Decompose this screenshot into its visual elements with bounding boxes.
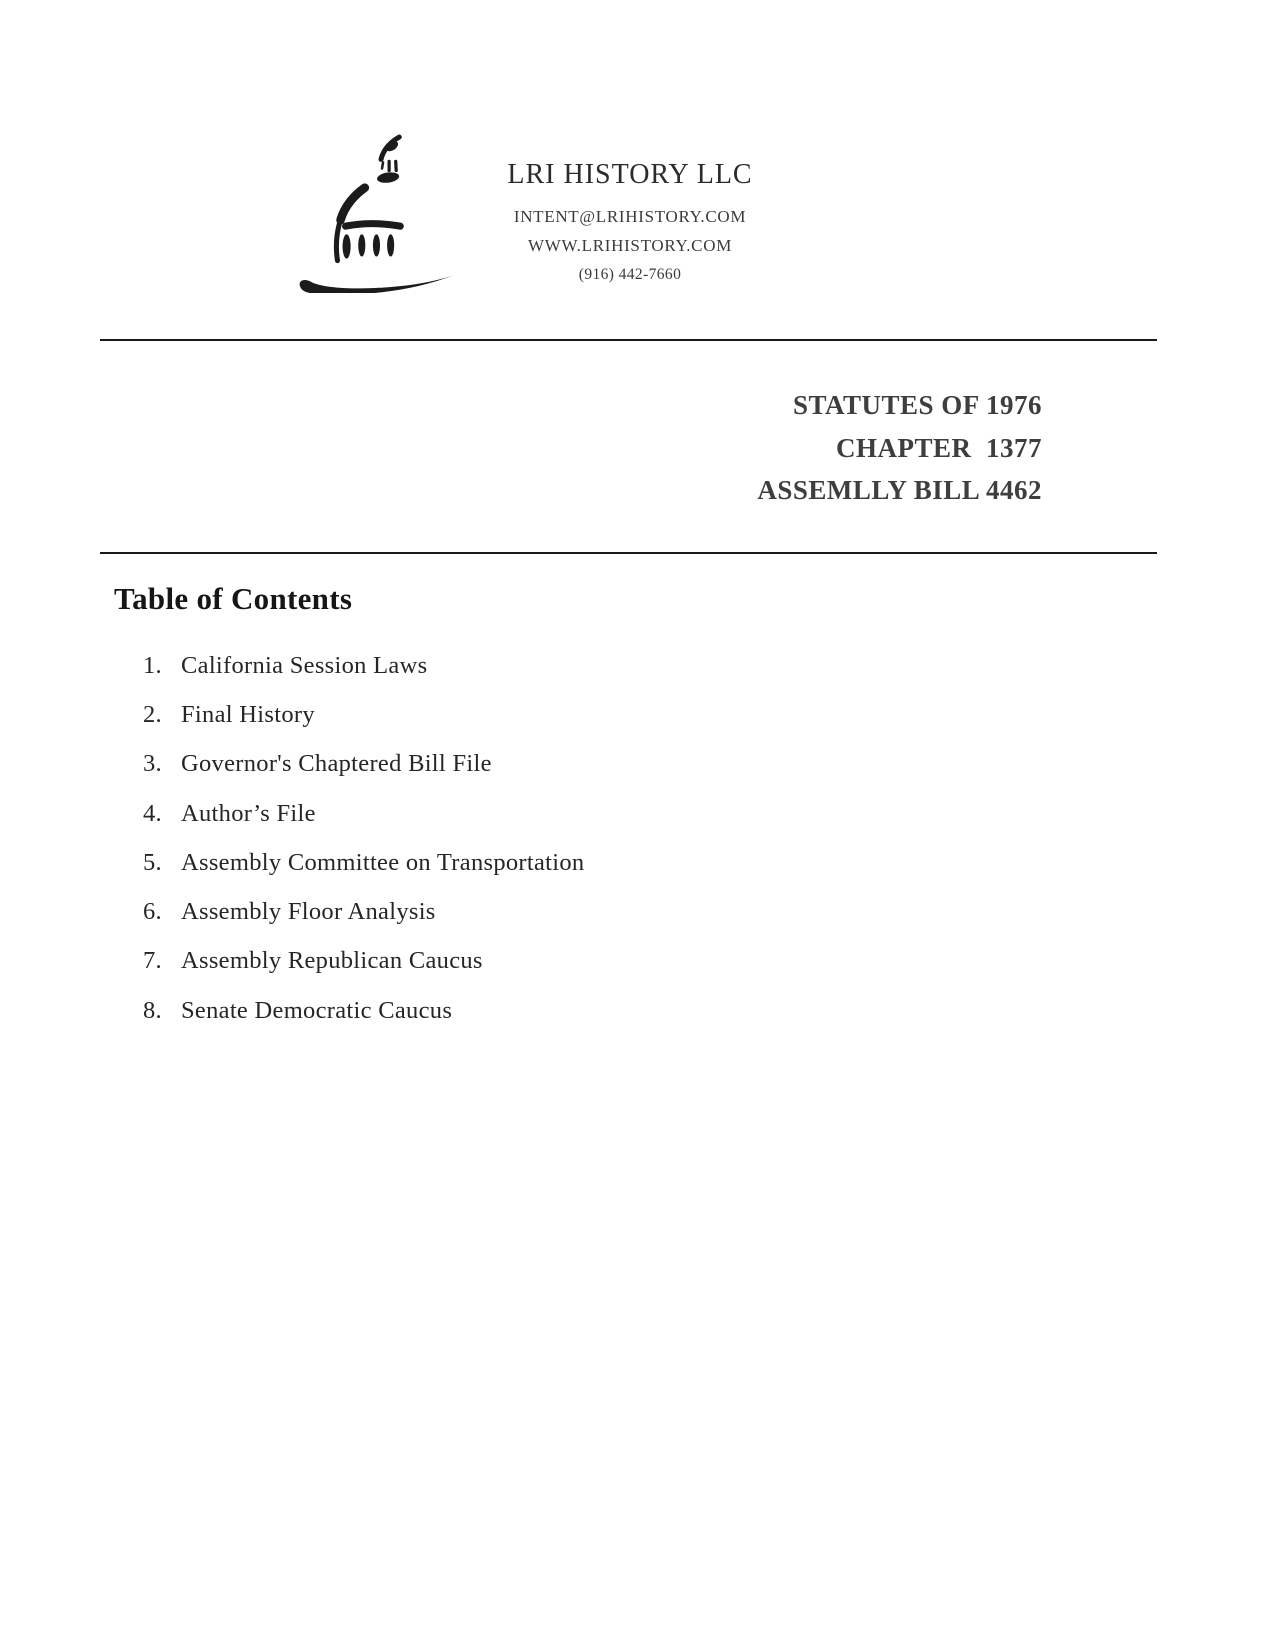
toc-item-number: 4.	[143, 799, 162, 827]
company-website: WWW.LRIHISTORY.COM	[527, 236, 733, 255]
toc-item	[143, 986, 584, 1035]
toc-item-label: Final History	[181, 700, 315, 728]
toc-item	[143, 937, 584, 986]
company-name: LRI HISTORY LLC	[507, 159, 753, 190]
reference-line: ASSEMLLY BILL 4462	[757, 475, 1042, 505]
company-phone: (916) 442-7660	[578, 266, 682, 283]
toc-item-label: Author’s File	[181, 799, 316, 827]
toc-item	[143, 690, 584, 739]
toc-item-label: California Session Laws	[181, 651, 428, 679]
letterhead	[470, 160, 790, 284]
toc-item	[143, 838, 584, 887]
toc-item-label: Governor's Chaptered Bill File	[181, 750, 492, 778]
toc-item	[143, 740, 584, 789]
divider-top	[100, 339, 1157, 341]
toc-item-label: Assembly Republican Caucus	[181, 947, 483, 975]
toc-item-label: Assembly Committee on Transportation	[181, 848, 585, 876]
reference-line: STATUTES OF 1976	[792, 390, 1042, 420]
toc-item-number: 1.	[143, 651, 162, 679]
toc-list	[143, 641, 584, 1035]
toc-title: Table of Contents	[114, 581, 353, 616]
toc-item-number: 8.	[143, 996, 162, 1024]
reference-line: CHAPTER 1377	[835, 432, 1042, 463]
toc-item-label: Senate Democratic Caucus	[181, 996, 453, 1024]
toc-item	[143, 641, 584, 690]
toc-item-number: 5.	[143, 848, 162, 876]
toc-item-number: 2.	[143, 700, 162, 728]
divider-bottom	[100, 552, 1157, 554]
toc-item-label: Assembly Floor Analysis	[181, 898, 436, 926]
toc-item	[143, 887, 584, 936]
toc-item-number: 3.	[143, 750, 162, 778]
capitol-dome-logo-icon	[298, 133, 460, 293]
toc-item-number: 7.	[143, 947, 162, 975]
toc-item-number: 6.	[143, 898, 162, 926]
reference-block	[757, 384, 1042, 512]
company-email: INTENT@LRIHISTORY.COM	[513, 207, 747, 226]
toc-item	[143, 789, 584, 838]
